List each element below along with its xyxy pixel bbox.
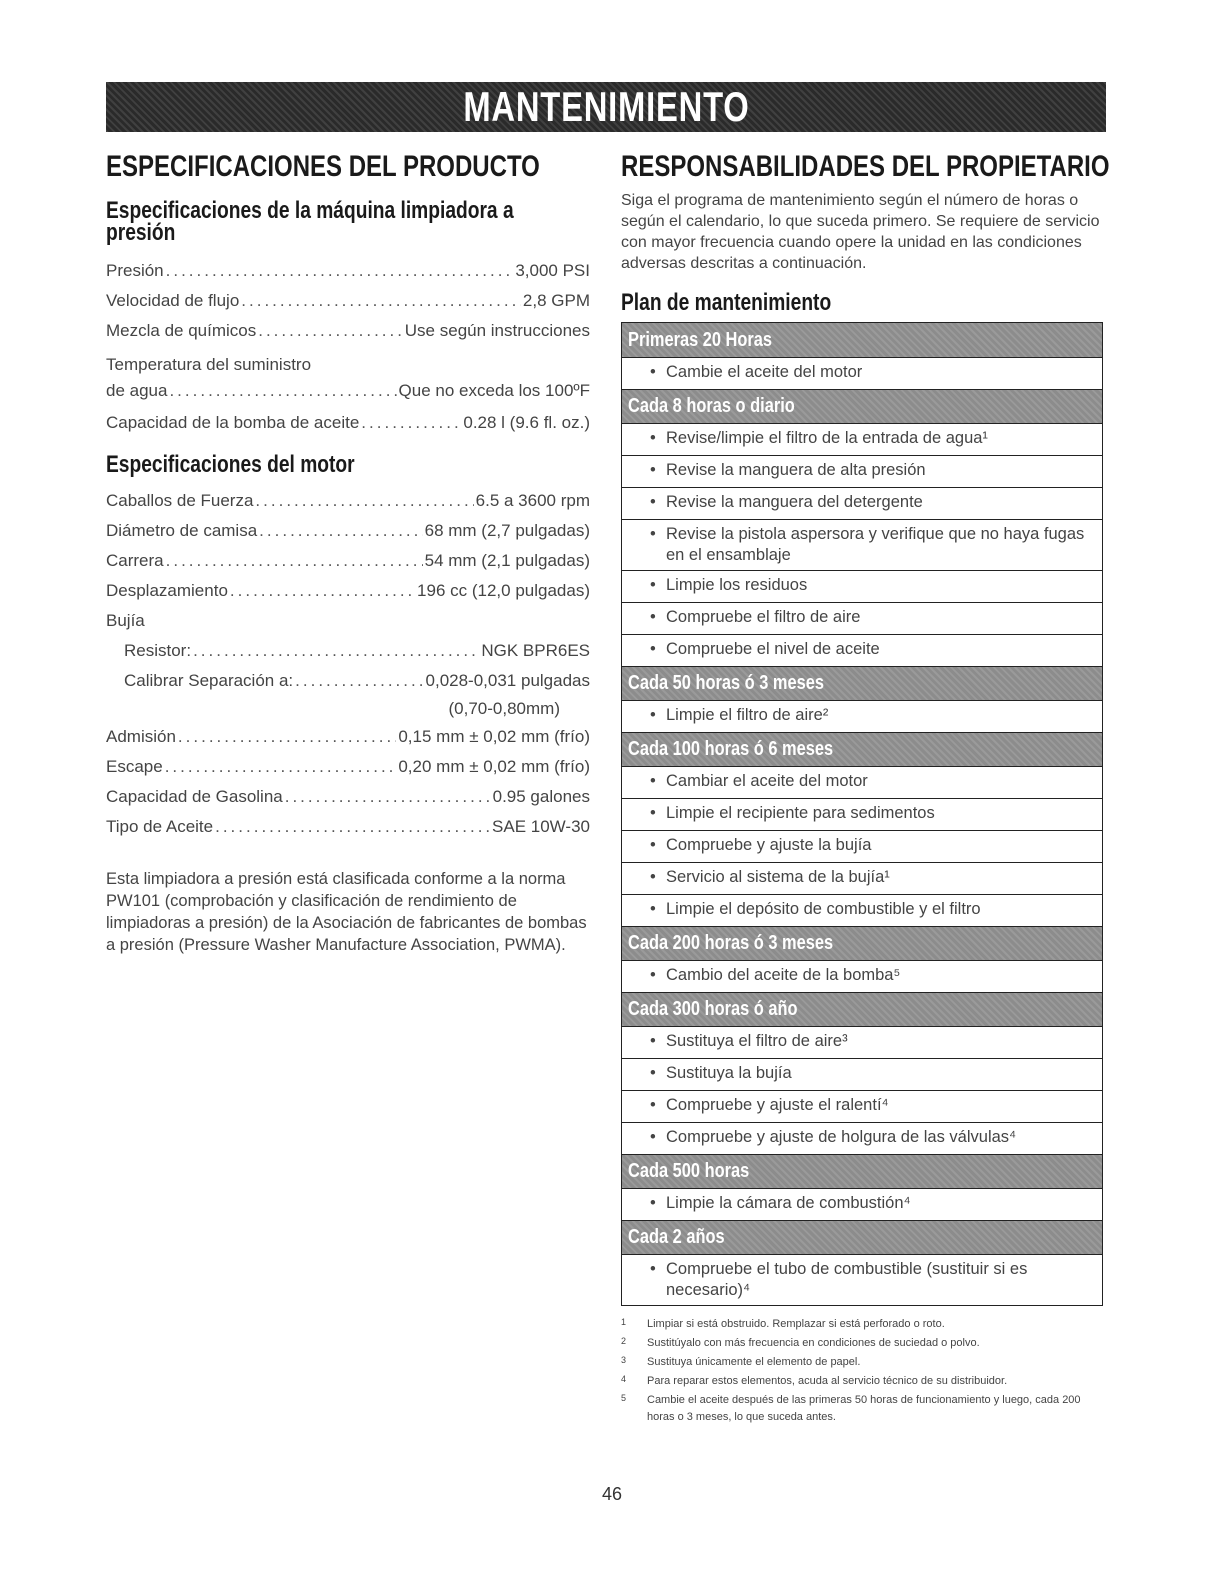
schedule-item <box>622 1090 1102 1122</box>
bullet-icon: • <box>650 1194 656 1212</box>
item-text: Revise la manguera del detergente <box>666 493 923 511</box>
spec-value: 0,20 mm ± 0,02 mm (frío) <box>398 757 590 776</box>
schedule-item <box>622 766 1102 798</box>
schedule-item <box>622 455 1102 487</box>
schedule-item <box>622 1026 1102 1058</box>
item-text: Compruebe y ajuste el ralentí⁴ <box>666 1096 889 1114</box>
item-text: Sustituya la bujía <box>666 1064 792 1082</box>
section-header-label: Cada 200 horas ó 3 meses <box>628 932 834 954</box>
spec-row <box>106 316 590 346</box>
spec-value: 0,028-0,031 pulgadas <box>425 671 590 690</box>
spec-row <box>106 752 590 782</box>
owner-responsibilities <box>621 150 1110 1428</box>
bullet-icon: • <box>650 868 656 886</box>
bullet-icon: • <box>650 363 656 381</box>
bullet-icon: • <box>650 1096 656 1114</box>
machine-specs-title: Especificaciones de la máquina limpiadora a presión <box>106 197 514 246</box>
owner-responsibilities-title: RESPONSABILIDADES DEL PROPIETARIO <box>621 150 1110 183</box>
product-specs-title: ESPECIFICACIONES DEL PRODUCTO <box>106 150 540 183</box>
section-header-label: Cada 300 horas ó año <box>628 998 798 1020</box>
section-header-label: Cada 2 años <box>628 1226 725 1248</box>
spec-label: Temperatura del suministro <box>106 355 312 374</box>
footnote <box>621 1354 1105 1371</box>
schedule-item <box>622 830 1102 862</box>
footnote <box>621 1316 1105 1333</box>
schedule-item <box>622 960 1102 992</box>
spec-row <box>106 722 590 752</box>
footnotes <box>621 1316 1105 1426</box>
item-text: Limpie la cámara de combustión⁴ <box>666 1194 911 1212</box>
spec-row <box>106 812 590 842</box>
footnote-number: 5 <box>621 1393 627 1403</box>
bullet-icon: • <box>650 608 656 626</box>
item-text: Revise la pistola aspersora y verifique que no haya fugas en el ensamblaje <box>666 525 1085 564</box>
section-header-label: Primeras 20 Horas <box>628 328 773 351</box>
schedule-item <box>622 1188 1102 1220</box>
footnote-text: Para reparar estos elementos, acuda al servicio técnico de su distribuidor. <box>647 1375 1008 1387</box>
bullet-icon: • <box>650 772 656 790</box>
schedule-item <box>622 570 1102 602</box>
schedule-item <box>622 1254 1102 1305</box>
schedule-item <box>622 700 1102 732</box>
maintenance-schedule-table <box>621 322 1103 1306</box>
footnote-text: Cambie el aceite después de las primeras 50 horas de funcionamiento y luego, cada 200 horas o 3 meses, lo que suceda antes. <box>647 1394 1081 1423</box>
spec-value: (0,70-0,80mm) <box>448 699 560 718</box>
spec-value: Que no exceda los 100ºF <box>398 381 590 400</box>
bullet-icon: • <box>650 900 656 918</box>
footnote <box>621 1335 1105 1352</box>
schedule-item <box>622 519 1102 570</box>
spec-value: 196 cc (12,0 pulgadas) <box>417 581 590 600</box>
spec-label: Presión <box>106 261 164 280</box>
item-text: Compruebe el filtro de aire <box>666 608 861 626</box>
item-text: Limpie el recipiente para sedimentos <box>666 804 935 822</box>
item-text: Limpie el depósito de combustible y el filtro <box>666 900 981 918</box>
spec-label: Capacidad de Gasolina <box>106 787 283 806</box>
intro-paragraph: Siga el programa de mantenimiento según el número de horas o según el calendario, lo que suceda primero. Se requiere de servicio con mayor frecuencia cuando opere la unidad en las condiciones adversas descritas a continuación. <box>621 192 1100 272</box>
maintenance-plan-title: Plan de mantenimiento <box>621 289 832 316</box>
bullet-icon: • <box>650 525 656 543</box>
schedule-item <box>622 862 1102 894</box>
item-text: Servicio al sistema de la bujía¹ <box>666 868 890 886</box>
bullet-icon: • <box>650 1032 656 1050</box>
schedule-section-header <box>622 323 1102 357</box>
item-text: Compruebe el nivel de aceite <box>666 640 880 658</box>
section-header-label: Cada 100 horas ó 6 meses <box>628 738 834 760</box>
page-number: 46 <box>601 1484 623 1504</box>
item-text: Revise la manguera de alta presión <box>666 461 926 479</box>
product-specifications <box>106 150 590 956</box>
footnote-text: Limpiar si está obstruido. Remplazar si está perforado o roto. <box>647 1318 945 1330</box>
schedule-item <box>622 798 1102 830</box>
schedule-section-header <box>622 926 1102 960</box>
item-text: Limpie los residuos <box>666 576 808 594</box>
footnote-number: 3 <box>621 1355 627 1365</box>
schedule-item <box>622 1122 1102 1154</box>
spec-row <box>106 546 590 576</box>
footnote-number: 4 <box>621 1374 627 1384</box>
spec-row <box>106 286 590 316</box>
bullet-icon: • <box>650 1128 656 1146</box>
schedule-item <box>622 1058 1102 1090</box>
spec-value: 2,8 GPM <box>522 291 590 310</box>
footnote-number: 1 <box>621 1317 627 1327</box>
item-text: Compruebe y ajuste la bujía <box>666 836 872 854</box>
spec-value: 3,000 PSI <box>515 261 590 280</box>
schedule-item <box>622 357 1102 389</box>
schedule-item <box>622 894 1102 926</box>
schedule-section-header <box>622 389 1102 423</box>
motor-specs-list <box>106 486 590 842</box>
spec-label: Caballos de Fuerza <box>106 491 254 510</box>
spec-label: Escape <box>106 757 163 776</box>
pwma-note: Esta limpiadora a presión está clasificada conforme a la norma PW101 (comprobación y clasificación de rendimiento de limpiadoras a presión) de la Asociación de fabricantes de bombas a presión (Pressure Washer Manufacture Association, PWMA). <box>106 870 587 954</box>
spec-value: 6.5 a 3600 rpm <box>475 491 590 510</box>
item-text: Revise/limpie el filtro de la entrada de agua¹ <box>666 429 988 447</box>
item-text: Limpie el filtro de aire² <box>666 706 829 724</box>
schedule-section-header <box>622 1220 1102 1254</box>
schedule-item <box>622 423 1102 455</box>
spec-row <box>106 666 590 696</box>
spec-value: SAE 10W-30 <box>492 817 590 836</box>
banner-title: MANTENIMIENTO <box>462 83 750 130</box>
spec-label: Resistor: <box>124 641 192 660</box>
motor-specs-title: Especificaciones del motor <box>106 451 355 478</box>
spec-value: 68 mm (2,7 pulgadas) <box>424 521 590 540</box>
spec-label: Calibrar Separación a: <box>124 671 294 690</box>
bullet-icon: • <box>650 804 656 822</box>
schedule-item <box>622 487 1102 519</box>
item-text: Cambiar el aceite del motor <box>666 772 868 790</box>
item-text: Compruebe y ajuste de holgura de las válvulas⁴ <box>666 1128 1017 1146</box>
schedule-item <box>622 602 1102 634</box>
bullet-icon: • <box>650 640 656 658</box>
spec-value: 0.95 galones <box>492 787 590 806</box>
spec-row <box>106 782 590 812</box>
spec-row <box>106 408 590 438</box>
item-text: Sustituya el filtro de aire³ <box>666 1032 848 1050</box>
schedule-section-header <box>622 666 1102 700</box>
spec-row <box>106 576 590 606</box>
item-text: Compruebe el tubo de combustible (sustituir si es necesario)⁴ <box>666 1260 1028 1299</box>
footnote <box>621 1392 1105 1426</box>
section-banner <box>106 82 1106 132</box>
spec-row <box>106 636 590 666</box>
schedule-section-header <box>622 1154 1102 1188</box>
spec-label: Mezcla de químicos <box>106 321 257 340</box>
footnote <box>621 1373 1105 1390</box>
footnote-text: Sustitúyalo con más frecuencia en condiciones de suciedad o polvo. <box>647 1337 980 1349</box>
spec-value: 54 mm (2,1 pulgadas) <box>424 551 590 570</box>
spec-label: de agua <box>106 381 168 400</box>
spec-label: Diámetro de camisa <box>106 521 258 540</box>
item-text: Cambio del aceite de la bomba⁵ <box>666 966 901 984</box>
spec-label: Bujía <box>106 611 145 630</box>
bullet-icon: • <box>650 966 656 984</box>
spec-label: Carrera <box>106 551 164 570</box>
spec-row <box>106 256 590 286</box>
spec-value: NGK BPR6ES <box>481 641 590 660</box>
spec-label: Desplazamiento <box>106 581 228 600</box>
machine-specs-list <box>106 256 590 438</box>
bullet-icon: • <box>650 576 656 594</box>
bullet-icon: • <box>650 836 656 854</box>
item-text: Cambie el aceite del motor <box>666 363 863 381</box>
spec-value: 0.28 l (9.6 fl. oz.) <box>463 413 590 432</box>
section-header-label: Cada 500 horas <box>628 1160 750 1182</box>
spec-label: Admisión <box>106 727 176 746</box>
section-header-label: Cada 8 horas o diario <box>628 395 795 417</box>
spec-row <box>106 378 590 404</box>
spec-value: Use según instrucciones <box>404 321 590 340</box>
schedule-section-header <box>622 732 1102 766</box>
bullet-icon: • <box>650 706 656 724</box>
footnote-text: Sustituya únicamente el elemento de papel. <box>647 1356 861 1368</box>
spec-row <box>106 486 590 516</box>
footnote-number: 2 <box>621 1336 627 1346</box>
schedule-item <box>622 634 1102 666</box>
spec-label: Tipo de Aceite <box>106 817 214 836</box>
spec-row <box>106 516 590 546</box>
spec-label: Velocidad de flujo <box>106 291 240 310</box>
bullet-icon: • <box>650 1260 656 1278</box>
spec-value: 0,15 mm ± 0,02 mm (frío) <box>398 727 590 746</box>
spec-label: Capacidad de la bomba de aceite <box>106 413 360 432</box>
schedule-section-header <box>622 992 1102 1026</box>
bullet-icon: • <box>650 429 656 447</box>
bullet-icon: • <box>650 1064 656 1082</box>
section-header-label: Cada 50 horas ó 3 meses <box>628 672 824 694</box>
bullet-icon: • <box>650 493 656 511</box>
bullet-icon: • <box>650 461 656 479</box>
